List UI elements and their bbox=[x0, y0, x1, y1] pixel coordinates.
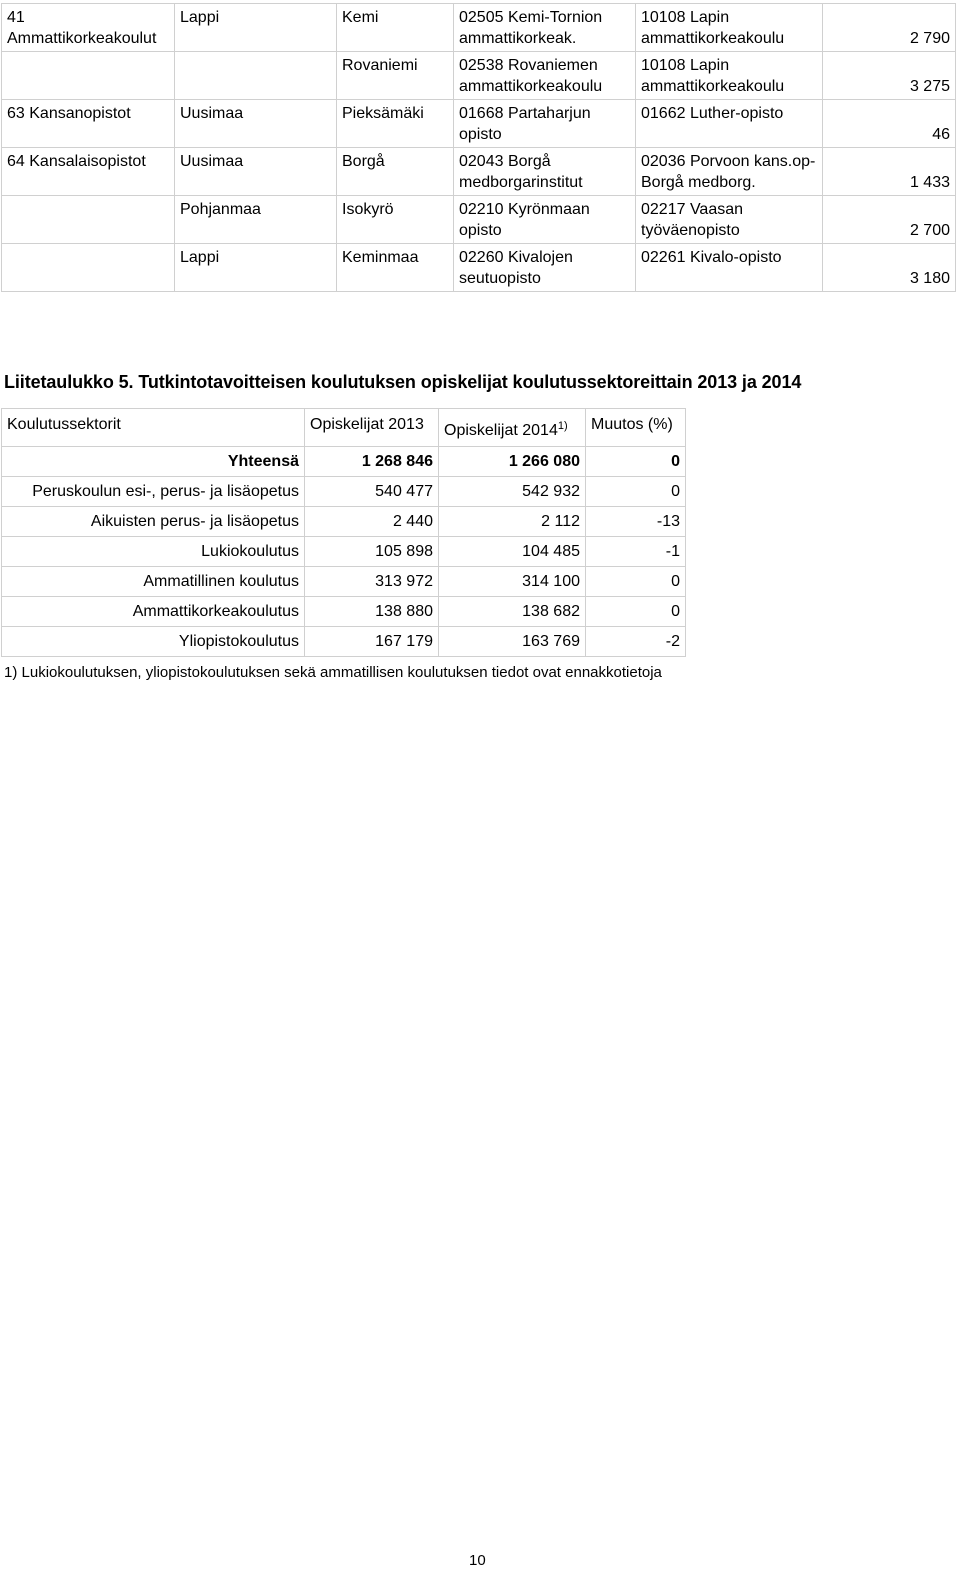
header-change: Muutos (%) bbox=[586, 409, 686, 447]
students-by-sector-table bbox=[1, 408, 686, 657]
municipality-cell: Pieksämäki bbox=[337, 100, 454, 148]
unit-cell: 02036 Porvoon kans.op-Borgå medborg. bbox=[636, 148, 823, 196]
students-2014-cell: 314 100 bbox=[439, 567, 586, 597]
table-row bbox=[2, 597, 686, 627]
table-row bbox=[2, 477, 686, 507]
students-2014-cell: 542 932 bbox=[439, 477, 586, 507]
header-students-2014 bbox=[439, 409, 586, 447]
region-cell: Uusimaa bbox=[175, 148, 337, 196]
students-2014-cell: 2 112 bbox=[439, 507, 586, 537]
table-row bbox=[2, 100, 956, 148]
sector-label: Yliopistokoulutus bbox=[2, 627, 305, 657]
students-2014-cell: 138 682 bbox=[439, 597, 586, 627]
category-cell: 64 Kansalaisopistot bbox=[2, 148, 175, 196]
category-cell bbox=[2, 244, 175, 292]
municipality-cell: Kemi bbox=[337, 4, 454, 52]
total-label: Yhteensä bbox=[2, 447, 305, 477]
table-row bbox=[2, 537, 686, 567]
students-2013-cell: 2 440 bbox=[305, 507, 439, 537]
category-cell: 63 Kansanopistot bbox=[2, 100, 175, 148]
students-2013-cell: 105 898 bbox=[305, 537, 439, 567]
students-2014-cell: 104 485 bbox=[439, 537, 586, 567]
table-row bbox=[2, 148, 956, 196]
table-row bbox=[2, 244, 956, 292]
institution-cell: 02505 Kemi-Tornion ammattikorkeak. bbox=[454, 4, 636, 52]
footnote: 1) Lukiokoulutuksen, yliopistokoulutuksen sekä ammatillisen koulutuksen tiedot ovat ennakkotietoja bbox=[4, 664, 662, 681]
value-cell: 2 790 bbox=[823, 4, 956, 52]
students-2013-cell: 313 972 bbox=[305, 567, 439, 597]
total-row bbox=[2, 447, 686, 477]
total-2014: 1 266 080 bbox=[439, 447, 586, 477]
category-cell bbox=[2, 196, 175, 244]
category-cell: 41 Ammattikorkeakoulut bbox=[2, 4, 175, 52]
value-cell: 46 bbox=[823, 100, 956, 148]
sector-label: Ammatillinen koulutus bbox=[2, 567, 305, 597]
unit-cell: 02217 Vaasan työväenopisto bbox=[636, 196, 823, 244]
change-cell: 0 bbox=[586, 597, 686, 627]
table-row bbox=[2, 507, 686, 537]
value-cell: 1 433 bbox=[823, 148, 956, 196]
value-cell: 2 700 bbox=[823, 196, 956, 244]
sector-label: Lukiokoulutus bbox=[2, 537, 305, 567]
municipality-cell: Keminmaa bbox=[337, 244, 454, 292]
table-row bbox=[2, 627, 686, 657]
region-cell: Uusimaa bbox=[175, 100, 337, 148]
appendix-title: Liitetaulukko 5. Tutkintotavoitteisen koulutuksen opiskelijat koulutussektoreittain 2013 ja 2014 bbox=[4, 372, 802, 392]
region-cell: Lappi bbox=[175, 4, 337, 52]
header-students-2013: Opiskelijat 2013 bbox=[305, 409, 439, 447]
sector-label: Aikuisten perus- ja lisäopetus bbox=[2, 507, 305, 537]
students-2013-cell: 540 477 bbox=[305, 477, 439, 507]
page-number: 10 bbox=[469, 1552, 486, 1569]
header-students-2014-label: Opiskelijat 2014 bbox=[444, 422, 558, 439]
value-cell: 3 180 bbox=[823, 244, 956, 292]
table-row bbox=[2, 196, 956, 244]
municipality-cell: Rovaniemi bbox=[337, 52, 454, 100]
municipality-cell: Borgå bbox=[337, 148, 454, 196]
unit-cell: 10108 Lapin ammattikorkeakoulu bbox=[636, 52, 823, 100]
header-sector: Koulutussektorit bbox=[2, 409, 305, 447]
sector-label: Ammattikorkeakoulutus bbox=[2, 597, 305, 627]
table-row bbox=[2, 567, 686, 597]
table-row bbox=[2, 4, 956, 52]
total-change: 0 bbox=[586, 447, 686, 477]
institution-table bbox=[1, 3, 956, 292]
institution-cell: 02043 Borgå medborgarinstitut bbox=[454, 148, 636, 196]
value-cell: 3 275 bbox=[823, 52, 956, 100]
unit-cell: 10108 Lapin ammattikorkeakoulu bbox=[636, 4, 823, 52]
students-2014-cell: 163 769 bbox=[439, 627, 586, 657]
region-cell: Pohjanmaa bbox=[175, 196, 337, 244]
change-cell: -1 bbox=[586, 537, 686, 567]
institution-cell: 01668 Partaharjun opisto bbox=[454, 100, 636, 148]
change-cell: 0 bbox=[586, 567, 686, 597]
institution-cell: 02260 Kivalojen seutuopisto bbox=[454, 244, 636, 292]
total-2013: 1 268 846 bbox=[305, 447, 439, 477]
municipality-cell: Isokyrö bbox=[337, 196, 454, 244]
institution-cell: 02210 Kyrönmaan opisto bbox=[454, 196, 636, 244]
change-cell: -13 bbox=[586, 507, 686, 537]
table-header-row bbox=[2, 409, 686, 447]
unit-cell: 02261 Kivalo-opisto bbox=[636, 244, 823, 292]
institution-cell: 02538 Rovaniemen ammattikorkeakoulu bbox=[454, 52, 636, 100]
region-cell bbox=[175, 52, 337, 100]
footnote-marker: 1) bbox=[557, 420, 568, 432]
category-cell bbox=[2, 52, 175, 100]
change-cell: -2 bbox=[586, 627, 686, 657]
unit-cell: 01662 Luther-opisto bbox=[636, 100, 823, 148]
sector-label: Peruskoulun esi-, perus- ja lisäopetus bbox=[2, 477, 305, 507]
region-cell: Lappi bbox=[175, 244, 337, 292]
students-2013-cell: 167 179 bbox=[305, 627, 439, 657]
students-2013-cell: 138 880 bbox=[305, 597, 439, 627]
table-row bbox=[2, 52, 956, 100]
change-cell: 0 bbox=[586, 477, 686, 507]
